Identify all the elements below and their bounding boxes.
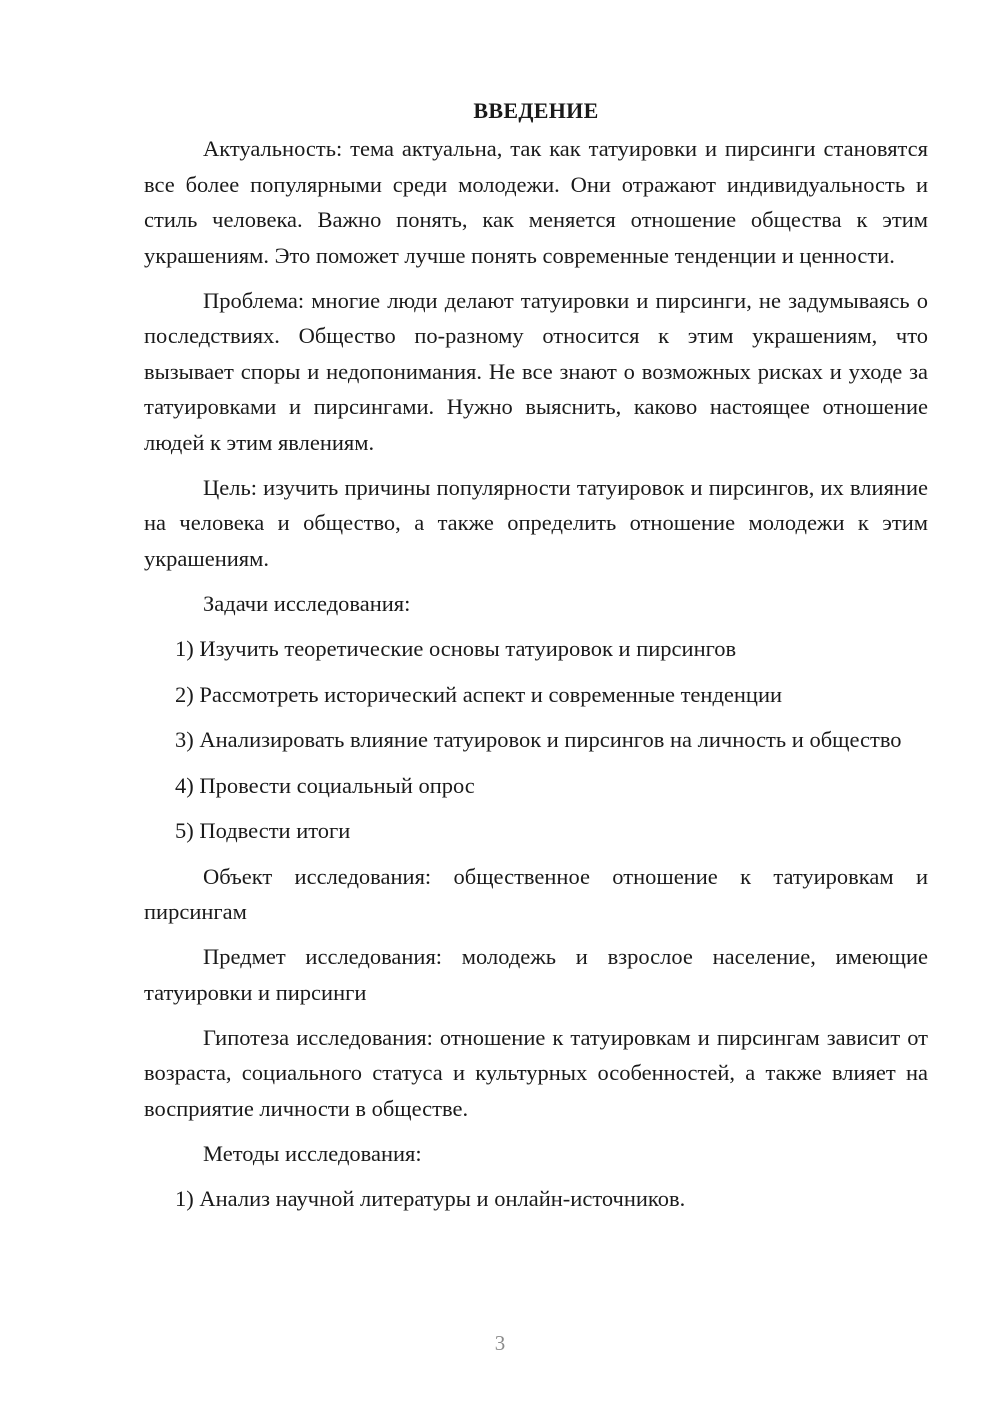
method-item-1: 1) Анализ научной литературы и онлайн-источников.: [175, 1186, 686, 1211]
page-title: ВВЕДЕНИЕ: [473, 98, 599, 123]
methods-heading: Методы исследования:: [203, 1140, 422, 1166]
goal-paragraph: Цель: изучить причины популярности татуировок и пирсингов, их влияние на человека и общество, а также определить отношение молодежи к этим украшениям.: [144, 474, 928, 571]
task-item-3: 3) Анализировать влияние татуировок и пирсингов на личность и общество: [175, 727, 902, 752]
task-item-4: 4) Провести социальный опрос: [175, 772, 475, 798]
hypothesis-paragraph: Гипотеза исследования: отношение к татуировкам и пирсингам зависит от возраста, социального статуса и культурных особенностей, а также влияет на восприятие личности в обществе.: [144, 1024, 928, 1121]
problem-paragraph: Проблема: многие люди делают татуировки и пирсинги, не задумываясь о последствиях. Общество по-разному относится к этим украшениям, что вызывает споры и недопонимания. Не все знают о возможных рисках и уходе за татуировками и пирсингами. Нужно выяснить, каково настоящее отношение людей к этим явлениям.: [144, 287, 928, 455]
task-item-2: 2) Рассмотреть исторический аспект и современные тенденции: [175, 681, 783, 707]
tasks-heading: Задачи исследования:: [203, 590, 411, 616]
task-item-1: 1) Изучить теоретические основы татуировок и пирсингов: [175, 636, 737, 661]
subject-paragraph: Предмет исследования: молодежь и взрослое население, имеющие татуировки и пирсинги: [144, 944, 928, 1005]
page-content: [144, 94, 928, 1227]
page-number: 3: [494, 1331, 506, 1355]
relevance-paragraph: Актуальность: тема актуальна, так как татуировки и пирсинги становятся все более популярными среди молодежи. Они отражают индивидуальность и стиль человека. Важно понять, как меняется отношение общества к этим украшениям. Это поможет лучше понять современные тенденции и ценности.: [144, 136, 928, 268]
task-item-5: 5) Подвести итоги: [175, 818, 351, 843]
object-paragraph: Объект исследования: общественное отношение к татуировкам и пирсингам: [144, 863, 928, 924]
